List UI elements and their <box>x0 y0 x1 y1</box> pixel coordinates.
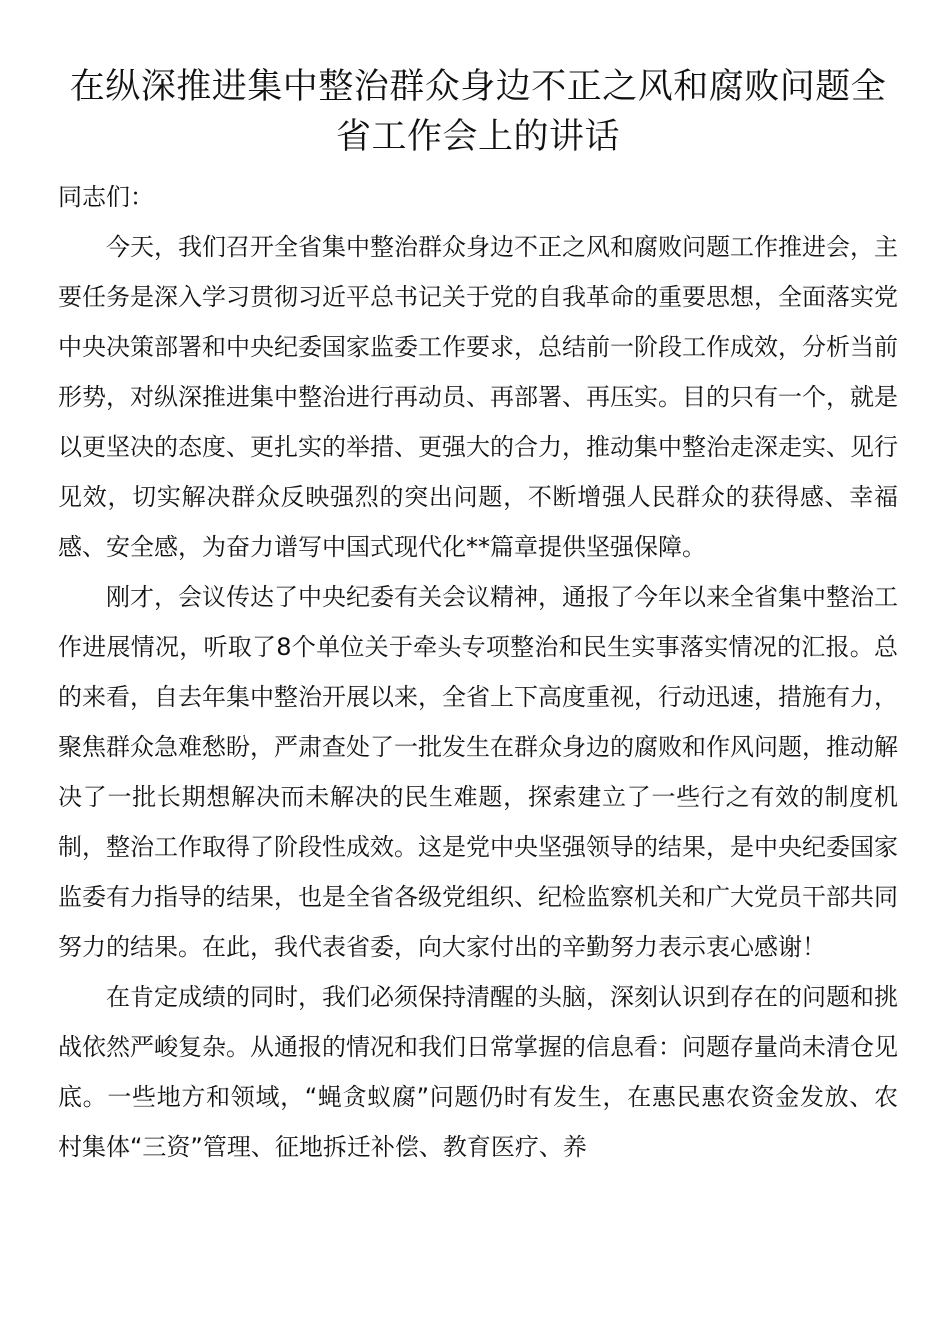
paragraph-progress: 刚才，会议传达了中央纪委有关会议精神，通报了今年以来全省集中整治工作进展情况，听取了8个单位关于牵头专项整治和民生实事落实情况的汇报。总的来看，自去年集中整治开展以来，全省上下高度重视，行动迅速，措施有力，聚焦群众急难愁盼，严肃查处了一批发生在群众身边的腐败和作风问题，推动解决了一批长期想解决而未解决的民生难题，探索建立了一些行之有效的制度机制，整治工作取得了阶段性成效。这是党中央坚强领导的结果，是中央纪委国家监委有力指导的结果，也是全省各级党组织、纪检监察机关和广大党员干部共同努力的结果。在此，我代表省委，向大家付出的辛勤努力表示衷心感谢！ <box>58 583 898 961</box>
paragraph-problems: 在肯定成绩的同时，我们必须保持清醒的头脑，深刻认识到存在的问题和挑战依然严峻复杂。从通报的情况和我们日常掌握的信息看：问题存量尚未清仓见底。一些地方和领域，“蝇贪蚁腐”问题仍时有发生，在惠民惠农资金发放、农村集体“三资”管理、征地拆迁补偿、教育医疗、养 <box>58 983 898 1161</box>
document-page <box>58 62 898 1172</box>
paragraph-opening: 今天，我们召开全省集中整治群众身边不正之风和腐败问题工作推进会，主要任务是深入学习贯彻习近平总书记关于党的自我革命的重要思想，全面落实党中央决策部署和中央纪委国家监委工作要求，总结前一阶段工作成效，分析当前形势，对纵深推进集中整治进行再动员、再部署、再压实。目的只有一个，就是以更坚决的态度、更扎实的举措、更强大的合力，推动集中整治走深走实、见行见效，切实解决群众反映强烈的突出问题，不断增强人民群众的获得感、幸福感、安全感，为奋力谱写中国式现代化**篇章提供坚强保障。 <box>58 233 898 561</box>
salutation: 同志们： <box>58 183 154 211</box>
document-title: 在纵深推进集中整治群众身边不正之风和腐败问题全省工作会上的讲话 <box>69 67 887 157</box>
